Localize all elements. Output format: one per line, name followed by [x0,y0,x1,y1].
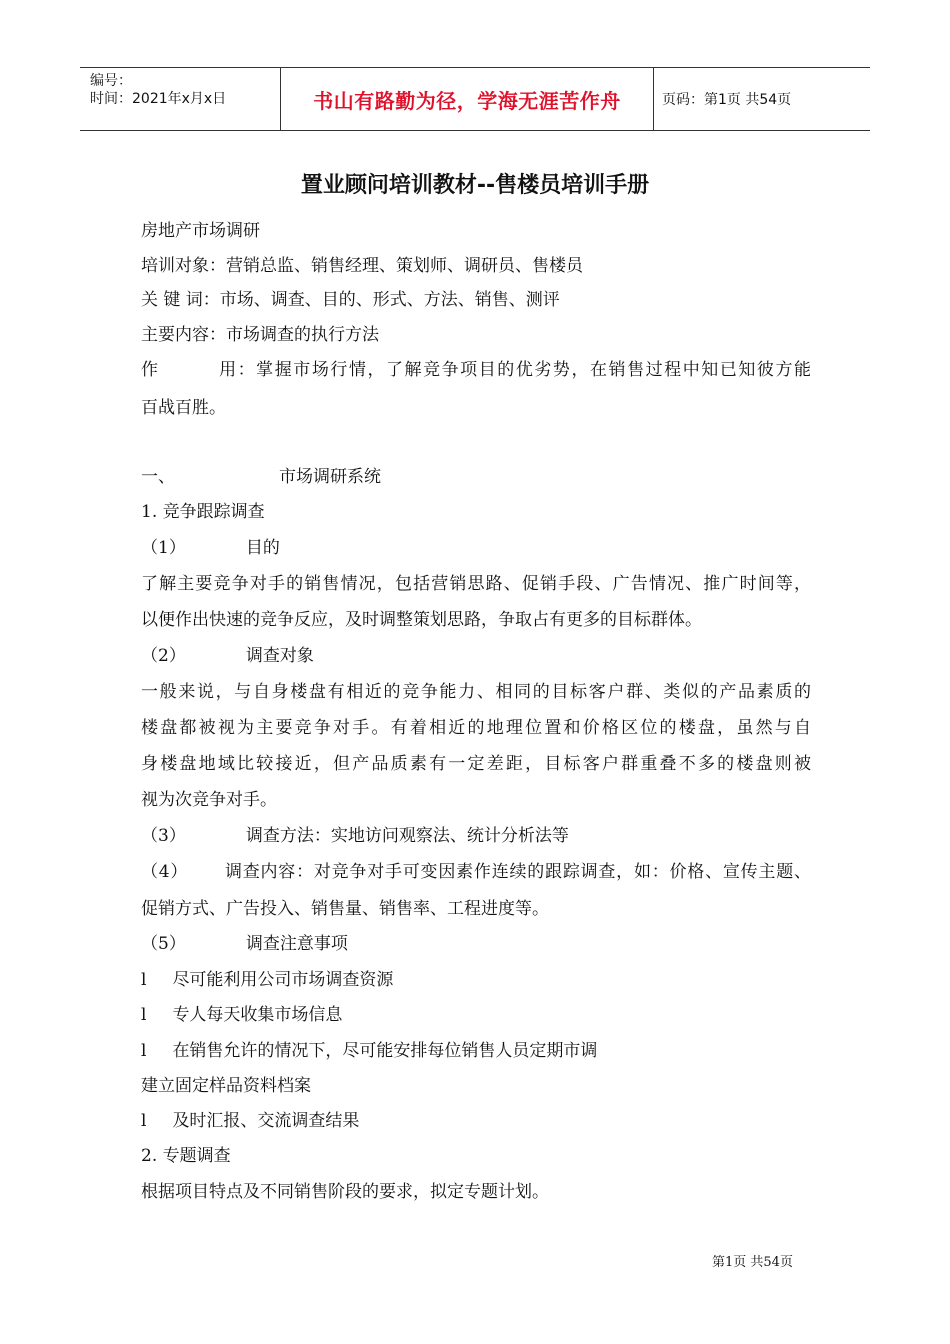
item-number: （3） [141,826,186,846]
purpose-label-a: 作 [141,360,160,380]
header-meta-cell [80,68,281,130]
item-number: （4） [141,862,189,882]
paragraph-line: 身楼盘地域比较接近，但产品质素有一定差距，目标客户群重叠不多的楼盘则被 [141,754,811,774]
header-motto-cell [281,68,654,130]
bullet-mark: l [141,1111,147,1131]
paragraph-line: 一般来说，与自身楼盘有相近的竞争能力、相同的目标客户群、类似的产品素质的 [141,682,811,702]
page-code: 页码：第1页 共54页 [662,92,792,108]
chapter-heading [141,465,381,489]
document-title: 置业顾问培训教材--售楼员培训手册 [300,173,650,198]
bullet-item [141,1003,342,1027]
item-heading-justified [141,860,811,884]
item-title: 调查内容：对竞争对手可变因素作连续的跟踪调查，如：价格、宣传主题、 [224,862,811,882]
paragraph-line: 以便作出快速的竞争反应，及时调整策划思路，争取占有更多的目标群体。 [141,610,702,630]
main-content: 主要内容：市场调查的执行方法 [141,325,379,345]
bullet-item [141,968,393,992]
chapter-number: 一、 [141,467,175,487]
item-heading [141,932,348,956]
purpose-line [141,358,811,382]
paragraph-line: 了解主要竞争对手的销售情况，包括营销思路、促销手段、广告情况、推广时间等， [141,574,811,594]
bullet-mark: l [141,1041,147,1061]
chapter-title: 市场调研系统 [279,467,381,487]
bullet-text: 专人每天收集市场信息 [172,1005,343,1025]
section-heading: 房地产市场调研 [141,221,260,241]
training-audience: 培训对象：营销总监、销售经理、策划师、调研员、售楼员 [141,256,583,276]
header-table [80,67,870,131]
paragraph-line: 根据项目特点及不同销售阶段的要求，拟定专题计划。 [141,1182,549,1202]
item-number: （5） [141,934,186,954]
item-title: 调查方法：实地访问观察法、统计分析法等 [245,826,569,846]
bullet-mark: l [141,970,147,990]
page-footer: 第1页 共54页 [712,1255,793,1270]
bullet-item [141,1039,597,1063]
item-heading [141,824,569,848]
purpose-line-2: 百战百胜。 [141,398,226,418]
paragraph-line: 视为次竞争对手。 [141,790,277,810]
number-label: 编号： [90,73,132,89]
paragraph-line: 楼盘都被视为主要竞争对手。有着相近的地理位置和价格区位的楼盘，虽然与自 [141,718,811,738]
purpose-text: 用：掌握市场行情，了解竞争项目的优劣势，在销售过程中知已知彼方能 [217,360,811,380]
subsection-heading: 2. 专题调查 [141,1146,231,1166]
item-number: （1） [141,538,186,558]
item-title: 调查对象 [245,646,314,666]
item-number: （2） [141,646,186,666]
time-label: 时间：2021年x月x日 [90,91,227,107]
bullet-text: 及时汇报、交流调查结果 [172,1111,360,1131]
subsection-heading: 1. 竞争跟踪调查 [141,502,265,522]
bullet-item [141,1109,359,1133]
keywords: 关 键 词：市场、调查、目的、形式、方法、销售、测评 [141,290,560,310]
paragraph-line: 建立固定样品资料档案 [141,1076,311,1096]
item-heading [141,536,280,560]
header-page-cell [654,68,870,130]
item-title: 目的 [245,538,280,558]
motto: 书山有路勤为径，学海无涯苦作舟 [313,88,621,113]
item-title: 调查注意事项 [245,934,348,954]
bullet-text: 在销售允许的情况下，尽可能安排每位销售人员定期市调 [172,1041,598,1061]
item-heading [141,644,314,668]
bullet-mark: l [141,1005,147,1025]
paragraph-line: 促销方式、广告投入、销售量、销售率、工程进度等。 [141,899,549,919]
bullet-text: 尽可能利用公司市场调查资源 [172,970,394,990]
